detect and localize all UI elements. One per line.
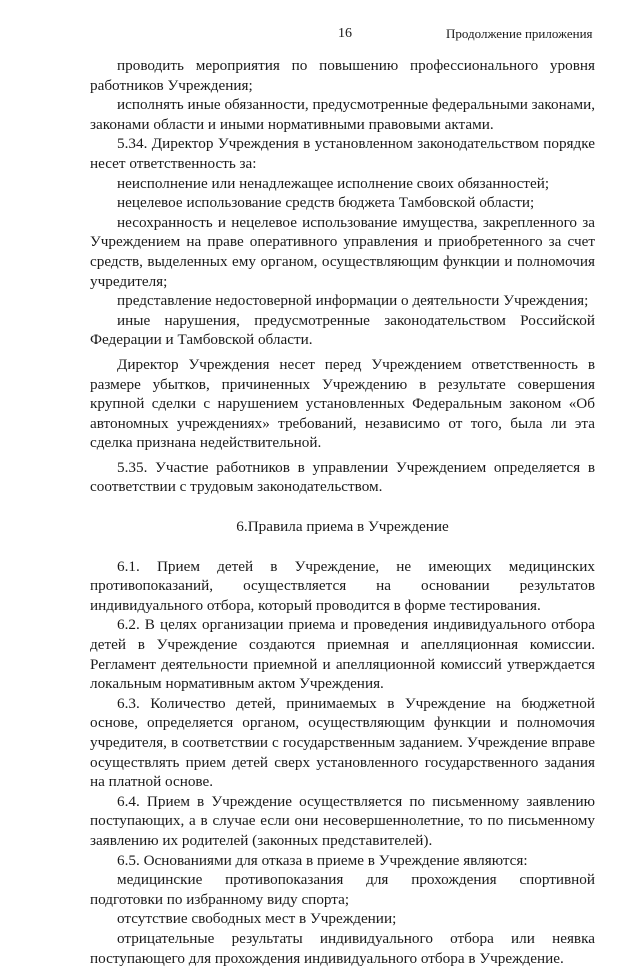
paragraph: представление недостоверной информации о деятельности Учреждения; <box>117 292 589 310</box>
paragraph: нецелевое использование средств бюджета Тамбовской области; <box>117 194 535 212</box>
paragraph: исполнять иные обязанности, предусмотренные федеральными законами, законами области и иными нормативными правовыми актами. <box>90 96 595 133</box>
paragraph: несохранность и нецелевое использование имущества, закрепленного за Учреждением на праве оперативного управления и приобретенного за счет средств, выделенных ему органом, осуществляющим функции и полномочия учредителя; <box>90 213 595 290</box>
paragraph: медицинские противопоказания для прохождения спортивной подготовки по избранному виду спорта; <box>90 871 595 908</box>
paragraph: неисполнение или ненадлежащее исполнение своих обязанностей; <box>117 174 550 192</box>
paragraph: 6.4. Прием в Учреждение осуществляется по письменному заявлению поступающих, а в случае если они несовершеннолетние, то по письменному заявлению их родителей (законных представителей). <box>90 792 595 849</box>
paragraph: 6.5. Основаниями для отказа в приеме в Учреждение являются: <box>117 851 528 869</box>
paragraph: 5.35. Участие работников в управлении Учреждением определяется в соответствии с трудовым законодательством. <box>90 458 595 496</box>
paragraph: 6.1. Прием детей в Учреждение, не имеющих медицинских противопоказаний, осуществляется на основании результатов индивидуального отбора, который проводится в форме тестирования. <box>90 557 595 614</box>
section-title: 6.Правила приема в Учреждение <box>236 518 449 536</box>
document-body <box>90 56 595 968</box>
paragraph: 6.2. В целях организации приема и проведения индивидуального отбора детей в Учреждение создаются приемная и апелляционная комиссии. Регламент деятельности приемной и апелляционной комиссий утверждается локальным нормативным актом Учреждения. <box>90 616 595 693</box>
paragraph: отрицательные результаты индивидуального отбора или неявка поступающего для прохождения индивидуального отбора в Учреждение. <box>90 929 595 967</box>
paragraph: 5.34. Директор Учреждения в установленном законодательством порядке несет ответственность за: <box>90 135 595 172</box>
page-number: 16 <box>338 26 352 41</box>
paragraph: отсутствие свободных мест в Учреждении; <box>117 910 397 928</box>
paragraph: проводить мероприятия по повышению профессионального уровня работников Учреждения; <box>90 57 595 94</box>
header-note: Продолжение приложения <box>446 26 593 41</box>
paragraph: Директор Учреждения несет перед Учреждением ответственность в размере убытков, причиненных Учреждению в результате совершения крупной сделки с нарушением установленных Федеральным законом «Об автономных учреждениях» требований, независимо от того, была ли эта сделка признана недействительной. <box>90 355 595 452</box>
paragraph: иные нарушения, предусмотренные законодательством Российской Федерации и Тамбовской области. <box>90 311 595 349</box>
paragraph: 6.3. Количество детей, принимаемых в Учреждение на бюджетной основе, определяется органом, осуществляющим функции и полномочия учредителя, в соответствии с государственным заданием. Учреждение вправе осуществлять прием детей сверх установленного государственного задания на платной основе. <box>90 694 595 791</box>
